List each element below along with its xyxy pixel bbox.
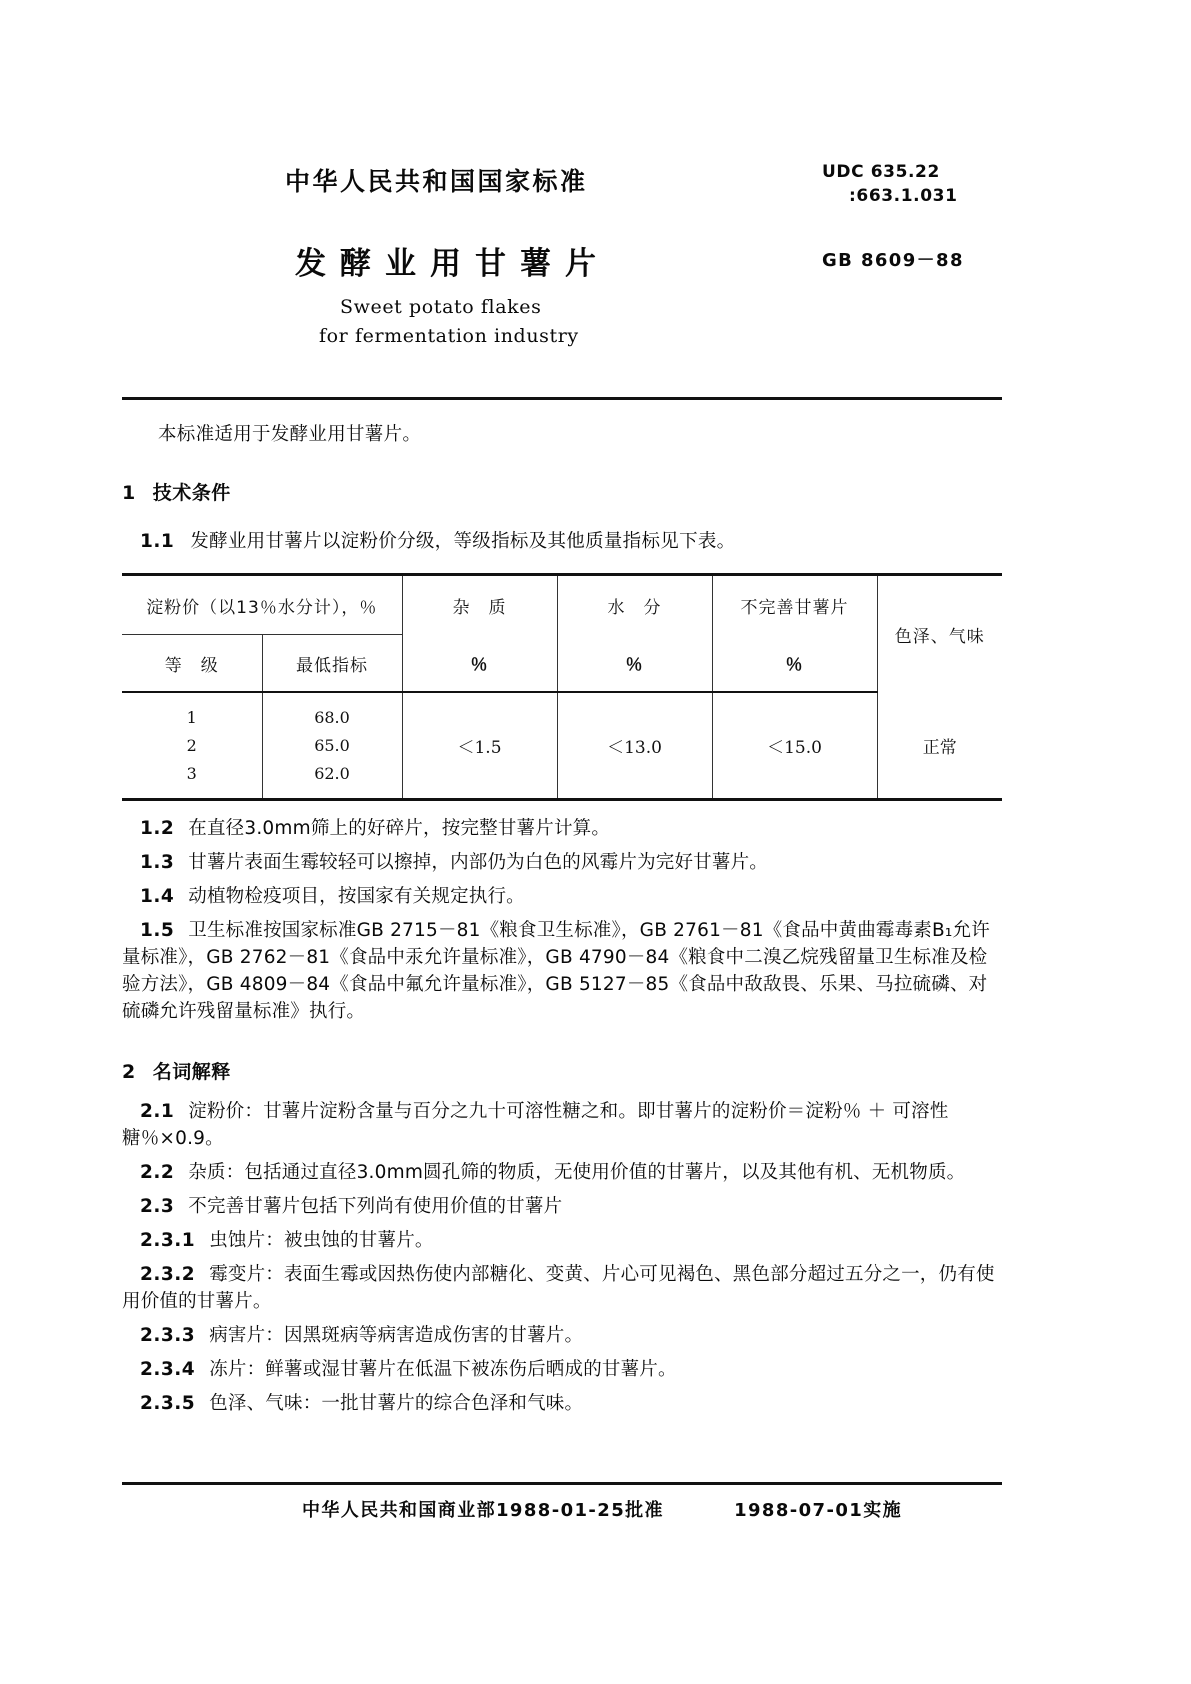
section-heading-2	[122, 1057, 1002, 1084]
national-standard-label: 中华人民共和国国家标准	[285, 167, 588, 196]
td-moisture-value: ＜13.0	[557, 692, 712, 800]
min-index-grade-3: 62.0	[314, 763, 350, 783]
clause-2-3-text: 不完善甘薯片包括下列尚有使用价值的甘薯片	[188, 1196, 563, 1217]
section-heading-1	[122, 478, 1002, 505]
table-data-row	[122, 692, 1002, 800]
td-min-index-list	[262, 692, 402, 800]
clause-2-3-1	[122, 1227, 1002, 1254]
th-impurity: 杂 质	[402, 575, 557, 635]
clause-1-2-number: 1.2	[140, 818, 175, 839]
section-1-title: 技术条件	[152, 482, 231, 504]
min-index-grade-1: 68.0	[314, 707, 350, 727]
min-index-values	[263, 693, 402, 798]
clause-2-2-text: 杂质：包括通过直径3.0mm圆孔筛的物质，无使用价值的甘薯片，以及其他有机、无机物质。	[188, 1162, 966, 1183]
clause-1-3-text: 甘薯片表面生霉较轻可以擦掉，内部仍为白色的风霉片为完好甘薯片。	[188, 852, 768, 873]
clause-2-1	[122, 1098, 1002, 1152]
grade-1: 1	[186, 707, 197, 727]
th-grade: 等 级	[122, 635, 262, 693]
clause-1-4	[122, 883, 1002, 910]
clause-1-3	[122, 849, 1002, 876]
grade-2: 2	[186, 735, 197, 755]
clause-1-2-text: 在直径3.0mm筛上的好碎片，按完整甘薯片计算。	[188, 818, 611, 839]
td-imperfect-value: ＜15.0	[712, 692, 877, 800]
grade-values	[122, 693, 262, 798]
section-2-title: 名词解释	[152, 1061, 231, 1083]
clause-2-3-1-number: 2.3.1	[140, 1230, 196, 1251]
clause-2-2	[122, 1159, 1002, 1186]
th-moisture: 水 分	[557, 575, 712, 635]
section-2-number: 2	[122, 1061, 136, 1083]
clause-2-3	[122, 1193, 1002, 1220]
document-header	[122, 150, 1002, 380]
specification-table-wrapper	[122, 573, 1002, 801]
clause-1-5-text: 卫生标准按国家标准GB 2715－81《粮食卫生标准》，GB 2761－81《食品中黄曲霉毒素B₁允许量标准》，GB 2762－81《食品中汞允许量标准》，GB 4790－84《粮食中二溴乙烷残留量卫生标准及检验方法》，GB 4809－84《食品中氟允许量标准》，GB 5127－85《食品中敌敌畏、乐果、马拉硫磷、对硫磷允许残留量标准》执行。	[122, 920, 990, 1022]
th-imperfect-unit: ％	[712, 635, 877, 693]
clause-1-5	[122, 917, 1002, 1025]
clause-2-3-2-number: 2.3.2	[140, 1264, 196, 1285]
clause-2-3-1-text: 虫蚀片：被虫蚀的甘薯片。	[209, 1230, 434, 1251]
clause-2-3-5	[122, 1390, 1002, 1417]
specification-table	[122, 573, 1002, 801]
clause-1-2	[122, 815, 1002, 842]
th-imperfect-flakes: 不完善甘薯片	[712, 575, 877, 635]
udc-code-line2: :663.1.031	[849, 186, 958, 206]
document-title-english-line1: Sweet potato flakes	[340, 296, 542, 318]
clause-1-1-number: 1.1	[140, 531, 175, 552]
clause-2-3-3	[122, 1322, 1002, 1349]
th-min-index: 最低指标	[262, 635, 402, 693]
clause-2-1-number: 2.1	[140, 1101, 175, 1122]
clause-1-5-number: 1.5	[140, 920, 175, 941]
document-body	[122, 420, 1002, 1417]
document-title-english-line2: for fermentation industry	[319, 325, 579, 347]
clause-2-3-2	[122, 1261, 1002, 1315]
clause-2-1-text: 淀粉价：甘薯片淀粉含量与百分之九十可溶性糖之和。即甘薯片的淀粉价＝淀粉％ ＋ 可溶性糖％×0.9。	[122, 1101, 949, 1149]
th-moisture-unit: ％	[557, 635, 712, 693]
document-footer	[122, 1496, 1002, 1522]
udc-code-line1: UDC 635.22	[822, 162, 940, 182]
standard-number: GB 8609－88	[822, 250, 964, 271]
clauses-1-2-to-1-5	[122, 815, 1002, 1025]
footer-effective-text: 1988-07-01实施	[734, 1500, 902, 1521]
clause-1-4-text: 动植物检疫项目，按国家有关规定执行。	[188, 886, 525, 907]
clause-2-3-number: 2.3	[140, 1196, 175, 1217]
clause-2-2-number: 2.2	[140, 1162, 175, 1183]
td-color-odor-value: 正常	[877, 692, 1002, 800]
footer-divider-rule	[122, 1482, 1002, 1485]
clause-1-4-number: 1.4	[140, 886, 175, 907]
table-header-row-2	[122, 635, 1002, 693]
clause-2-3-2-text: 霉变片：表面生霉或因热伤使内部糖化、变黄、片心可见褐色、黑色部分超过五分之一，仍有使用价值的甘薯片。	[122, 1264, 995, 1312]
th-color-odor: 色泽、气味	[877, 575, 1002, 693]
clause-2-3-4	[122, 1356, 1002, 1383]
grade-3: 3	[186, 763, 197, 783]
td-grade-list	[122, 692, 262, 800]
min-index-grade-2: 65.0	[314, 735, 350, 755]
clause-2-3-5-text: 色泽、气味：一批甘薯片的综合色泽和气味。	[209, 1393, 584, 1414]
th-impurity-unit: ％	[402, 635, 557, 693]
clause-1-1	[122, 527, 1002, 553]
clause-2-3-4-number: 2.3.4	[140, 1359, 196, 1380]
document-title-chinese: 发酵业用甘薯片	[295, 246, 610, 282]
td-impurity-value: ＜1.5	[402, 692, 557, 800]
clause-1-1-text: 发酵业用甘薯片以淀粉价分级，等级指标及其他质量指标见下表。	[190, 531, 736, 552]
th-starch-value-group: 淀粉价（以13％水分计），％	[122, 575, 402, 635]
header-divider-rule	[122, 397, 1002, 400]
clause-2-3-3-number: 2.3.3	[140, 1325, 196, 1346]
scope-paragraph: 本标准适用于发酵业用甘薯片。	[158, 424, 422, 445]
clause-1-3-number: 1.3	[140, 852, 175, 873]
section-1-number: 1	[122, 482, 136, 504]
footer-approval-text: 中华人民共和国商业部1988-01-25批准	[302, 1500, 664, 1521]
clause-2-3-3-text: 病害片：因黑斑病等病害造成伤害的甘薯片。	[209, 1325, 584, 1346]
clause-2-3-4-text: 冻片：鲜薯或湿甘薯片在低温下被冻伤后晒成的甘薯片。	[209, 1359, 677, 1380]
clauses-section-2	[122, 1098, 1002, 1417]
table-header-row-1	[122, 575, 1002, 635]
clause-2-3-5-number: 2.3.5	[140, 1393, 196, 1414]
